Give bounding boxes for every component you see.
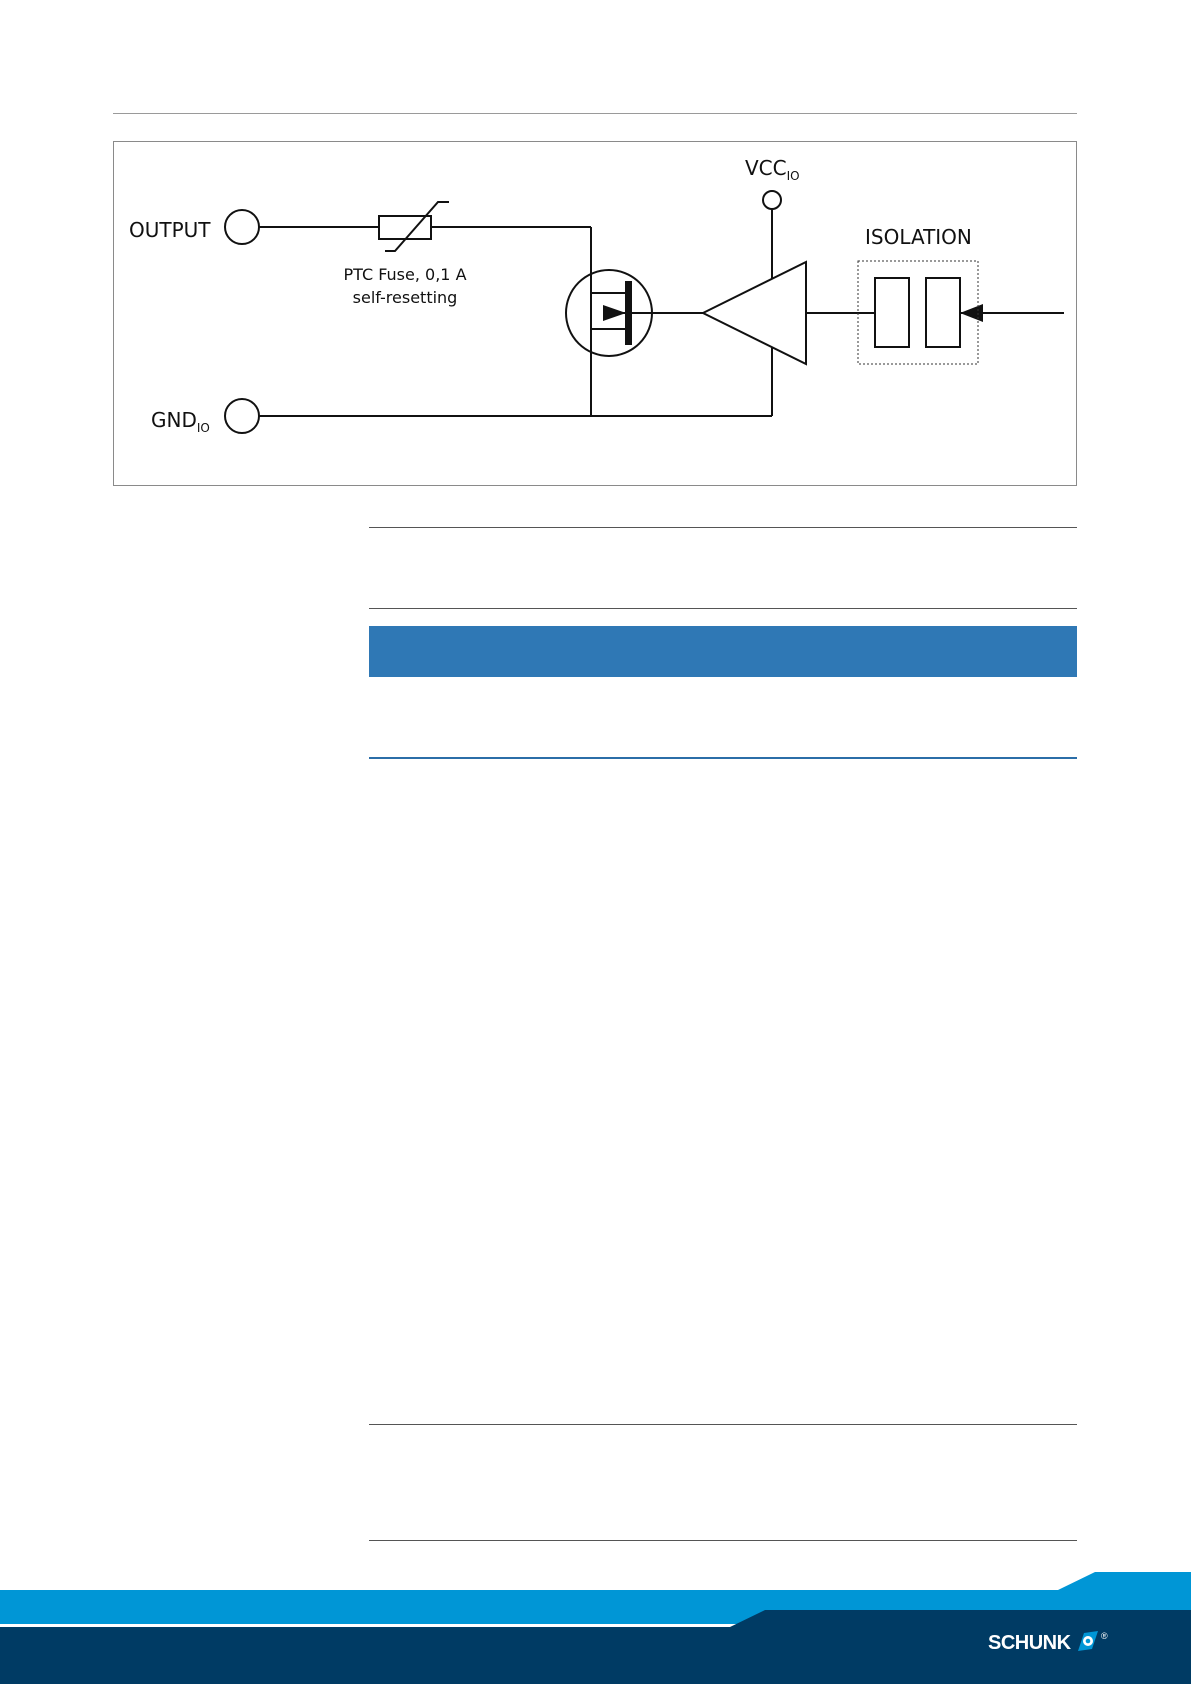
- output-circuit-diagram: [113, 141, 1077, 486]
- table-bottom-rule: [369, 757, 1077, 759]
- footer-band: [0, 1570, 1191, 1684]
- fuse-label-line1: PTC Fuse, 0,1 A: [343, 265, 467, 284]
- header-rule: [113, 113, 1077, 114]
- schunk-logo-icon: [1074, 1629, 1100, 1655]
- section-rule-4: [369, 1540, 1077, 1541]
- section-rule-2: [369, 608, 1077, 609]
- vcc-terminal: [763, 191, 781, 209]
- schunk-logo-text: SCHUNK: [988, 1632, 1071, 1654]
- gnd-terminal: [225, 399, 259, 433]
- amplifier-triangle: [703, 262, 806, 364]
- gnd-label: $GND_{IO}$: [151, 408, 210, 435]
- output-label: OUTPUT: [129, 218, 211, 242]
- isolation-label: ISOLATION: [865, 225, 972, 249]
- isolation-block-right: [926, 278, 960, 347]
- registered-mark: ®: [1101, 1631, 1108, 1641]
- section-rule-3: [369, 1424, 1077, 1425]
- isolation-block-left: [875, 278, 909, 347]
- section-rule-1: [369, 527, 1077, 528]
- table-header-band: [369, 626, 1077, 677]
- vcc-label: $VCC_{IO}$: [745, 156, 800, 183]
- fuse-label-line2: self-resetting: [352, 288, 458, 307]
- output-terminal: [225, 210, 259, 244]
